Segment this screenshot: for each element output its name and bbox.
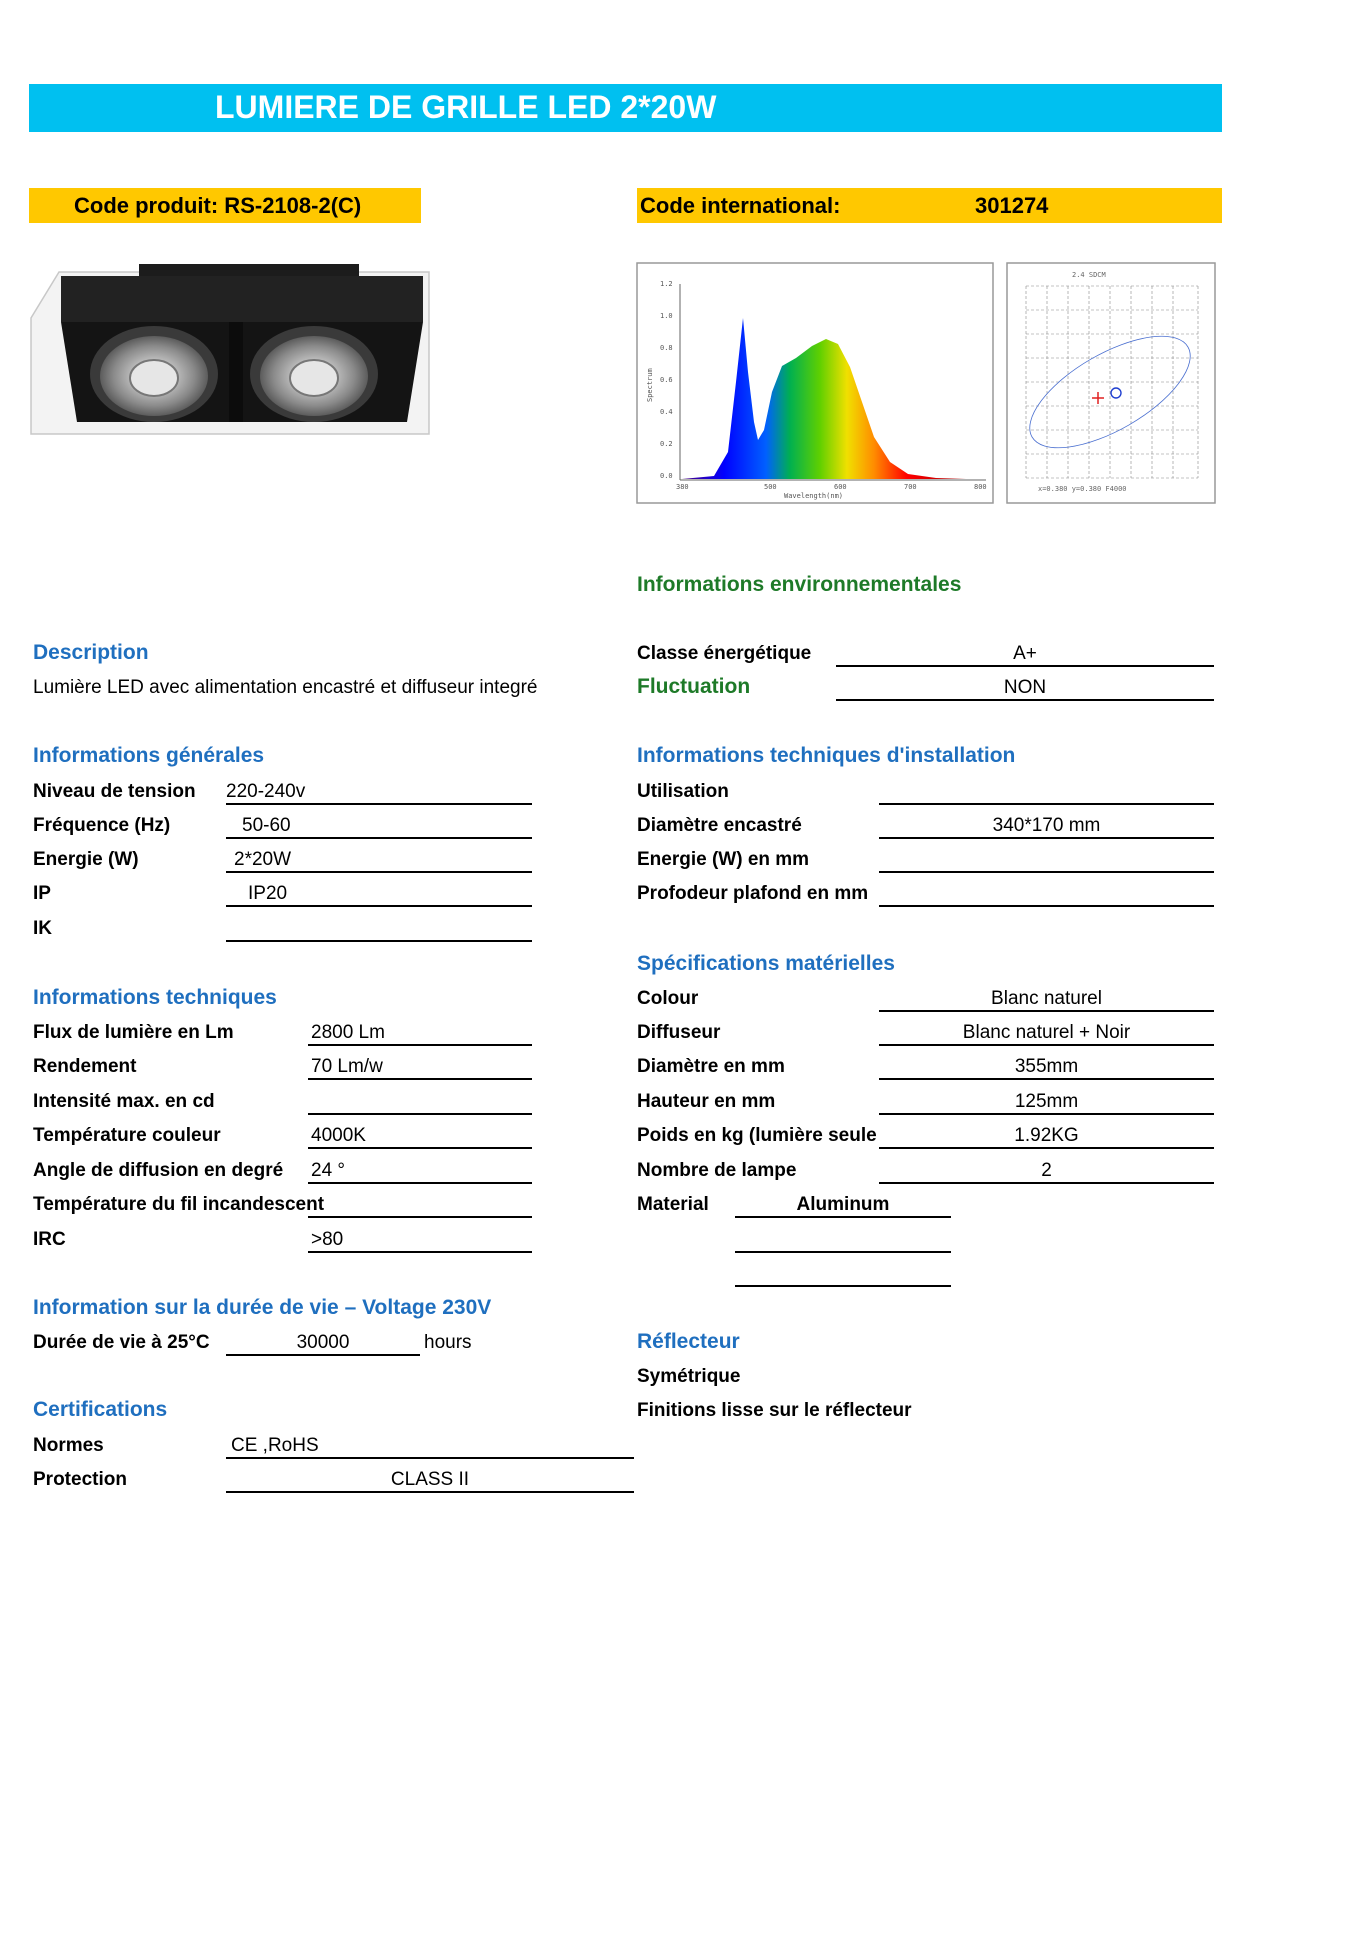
- fluctuation-value: NON: [836, 677, 1214, 701]
- general-heading: Informations générales: [33, 744, 265, 767]
- product-image: [29, 262, 457, 446]
- frequency-value: 50-60: [226, 815, 532, 839]
- product-code-box: [29, 188, 421, 223]
- material-label: Material: [637, 1194, 709, 1215]
- ik-label: IK: [33, 918, 52, 939]
- height-label: Hauteur en mm: [637, 1091, 776, 1112]
- voltage-label: Niveau de tension: [33, 781, 196, 802]
- irc-value: >80: [308, 1229, 532, 1253]
- energy-class-value: A+: [836, 643, 1214, 667]
- colour-label: Colour: [637, 988, 699, 1009]
- lamp-count-label: Nombre de lampe: [637, 1160, 797, 1181]
- max-intensity-value: [308, 1091, 532, 1115]
- luminous-flux-label: Flux de lumière en Lm: [33, 1022, 234, 1043]
- norms-label: Normes: [33, 1435, 104, 1456]
- ik-value: [226, 918, 532, 942]
- install-energy-value: [879, 849, 1214, 873]
- description-text: Lumière LED avec alimentation encastré et diffuseur integré: [33, 677, 538, 698]
- fluctuation-label: Fluctuation: [637, 675, 751, 698]
- protection-value: CLASS II: [226, 1469, 634, 1493]
- technical-heading: Informations techniques: [33, 986, 277, 1009]
- lifetime-unit: hours: [424, 1332, 472, 1353]
- material-extra-line: [735, 1229, 951, 1253]
- usage-value: [879, 781, 1214, 805]
- energy-value: 2*20W: [226, 849, 532, 873]
- reflector-finish: Finitions lisse sur le réflecteur: [637, 1400, 912, 1421]
- certifications-heading: Certifications: [33, 1398, 168, 1421]
- cie-title: 2.4 SDCM: [1072, 271, 1106, 279]
- beam-angle-value: 24 °: [308, 1160, 532, 1184]
- diameter-label: Diamètre en mm: [637, 1056, 785, 1077]
- xtick: 380: [676, 483, 689, 491]
- xtick: 600: [834, 483, 847, 491]
- efficiency-label: Rendement: [33, 1056, 137, 1077]
- reflector-heading: Réflecteur: [637, 1330, 740, 1353]
- x-axis-label: Wavelength(nm): [784, 492, 844, 500]
- y-axis-label: Spectrum: [646, 368, 654, 402]
- material-extra-line: [735, 1263, 951, 1287]
- lifetime-heading: Information sur la durée de vie – Voltage 230V: [33, 1296, 492, 1319]
- luminous-flux-value: 2800 Lm: [308, 1022, 532, 1046]
- ytick: 0.8: [660, 344, 673, 352]
- voltage-value: 220-240v: [226, 781, 532, 805]
- protection-label: Protection: [33, 1469, 127, 1490]
- lamp-right: [250, 326, 378, 422]
- weight-label: Poids en kg (lumière seule: [637, 1125, 877, 1146]
- ip-value: IP20: [226, 883, 532, 907]
- colour-value: Blanc naturel: [879, 988, 1214, 1012]
- cie-footer: x=0.380 y=0.380 F4000: [1038, 485, 1127, 493]
- international-code-box: [637, 188, 1222, 223]
- usage-label: Utilisation: [637, 781, 729, 802]
- spectrum-chart: [636, 262, 994, 504]
- lifetime-value: 30000: [226, 1332, 420, 1356]
- international-code-label: Code international:: [640, 193, 841, 218]
- ceiling-depth-value: [879, 883, 1214, 907]
- ytick: 1.2: [660, 280, 673, 288]
- cutout-diameter-value: 340*170 mm: [879, 815, 1214, 839]
- filament-temp-label: Température du fil incandescent: [33, 1194, 325, 1215]
- description-heading: Description: [33, 641, 149, 664]
- install-energy-label: Energie (W) en mm: [637, 849, 810, 870]
- diameter-value: 355mm: [879, 1056, 1214, 1080]
- cie-chart: [1006, 262, 1216, 504]
- beam-angle-label: Angle de diffusion en degré: [33, 1160, 284, 1181]
- lamp-count-value: 2: [879, 1160, 1214, 1184]
- filament-temp-value: [308, 1194, 532, 1218]
- cutout-diameter-label: Diamètre encastré: [637, 815, 802, 836]
- product-code: Code produit: RS-2108-2(C): [74, 193, 362, 218]
- color-temp-label: Température couleur: [33, 1125, 221, 1146]
- weight-value: 1.92KG: [879, 1125, 1214, 1149]
- energy-label: Energie (W): [33, 849, 139, 870]
- page-title: LUMIERE DE GRILLE LED 2*20W: [215, 89, 717, 125]
- installation-heading: Informations techniques d'installation: [637, 744, 1016, 767]
- ytick: 0.6: [660, 376, 673, 384]
- material-heading: Spécifications matérielles: [637, 952, 895, 975]
- lamp-left: [90, 326, 218, 422]
- ytick: 0.2: [660, 440, 673, 448]
- environment-heading: Informations environnementales: [637, 573, 962, 596]
- title-banner: [29, 84, 1222, 132]
- norms-value: CE ,RoHS: [226, 1435, 634, 1459]
- material-value: Aluminum: [735, 1194, 951, 1218]
- ytick: 0.0: [660, 472, 673, 480]
- irc-label: IRC: [33, 1229, 66, 1250]
- max-intensity-label: Intensité max. en cd: [33, 1091, 215, 1112]
- energy-class-label: Classe énergétique: [637, 643, 812, 664]
- xtick: 800: [974, 483, 987, 491]
- diffuser-value: Blanc naturel + Noir: [879, 1022, 1214, 1046]
- lifetime-label: Durée de vie à 25°C: [33, 1332, 210, 1353]
- efficiency-value: 70 Lm/w: [308, 1056, 532, 1080]
- ytick: 0.4: [660, 408, 673, 416]
- color-temp-value: 4000K: [308, 1125, 532, 1149]
- ytick: 1.0: [660, 312, 673, 320]
- diffuser-label: Diffuseur: [637, 1022, 721, 1043]
- xtick: 700: [904, 483, 917, 491]
- international-code-value: 301274: [975, 193, 1049, 218]
- xtick: 500: [764, 483, 777, 491]
- ip-label: IP: [33, 883, 51, 904]
- reflector-symmetry: Symétrique: [637, 1366, 741, 1387]
- ceiling-depth-label: Profodeur plafond en mm: [637, 883, 869, 904]
- frequency-label: Fréquence (Hz): [33, 815, 171, 836]
- height-value: 125mm: [879, 1091, 1214, 1115]
